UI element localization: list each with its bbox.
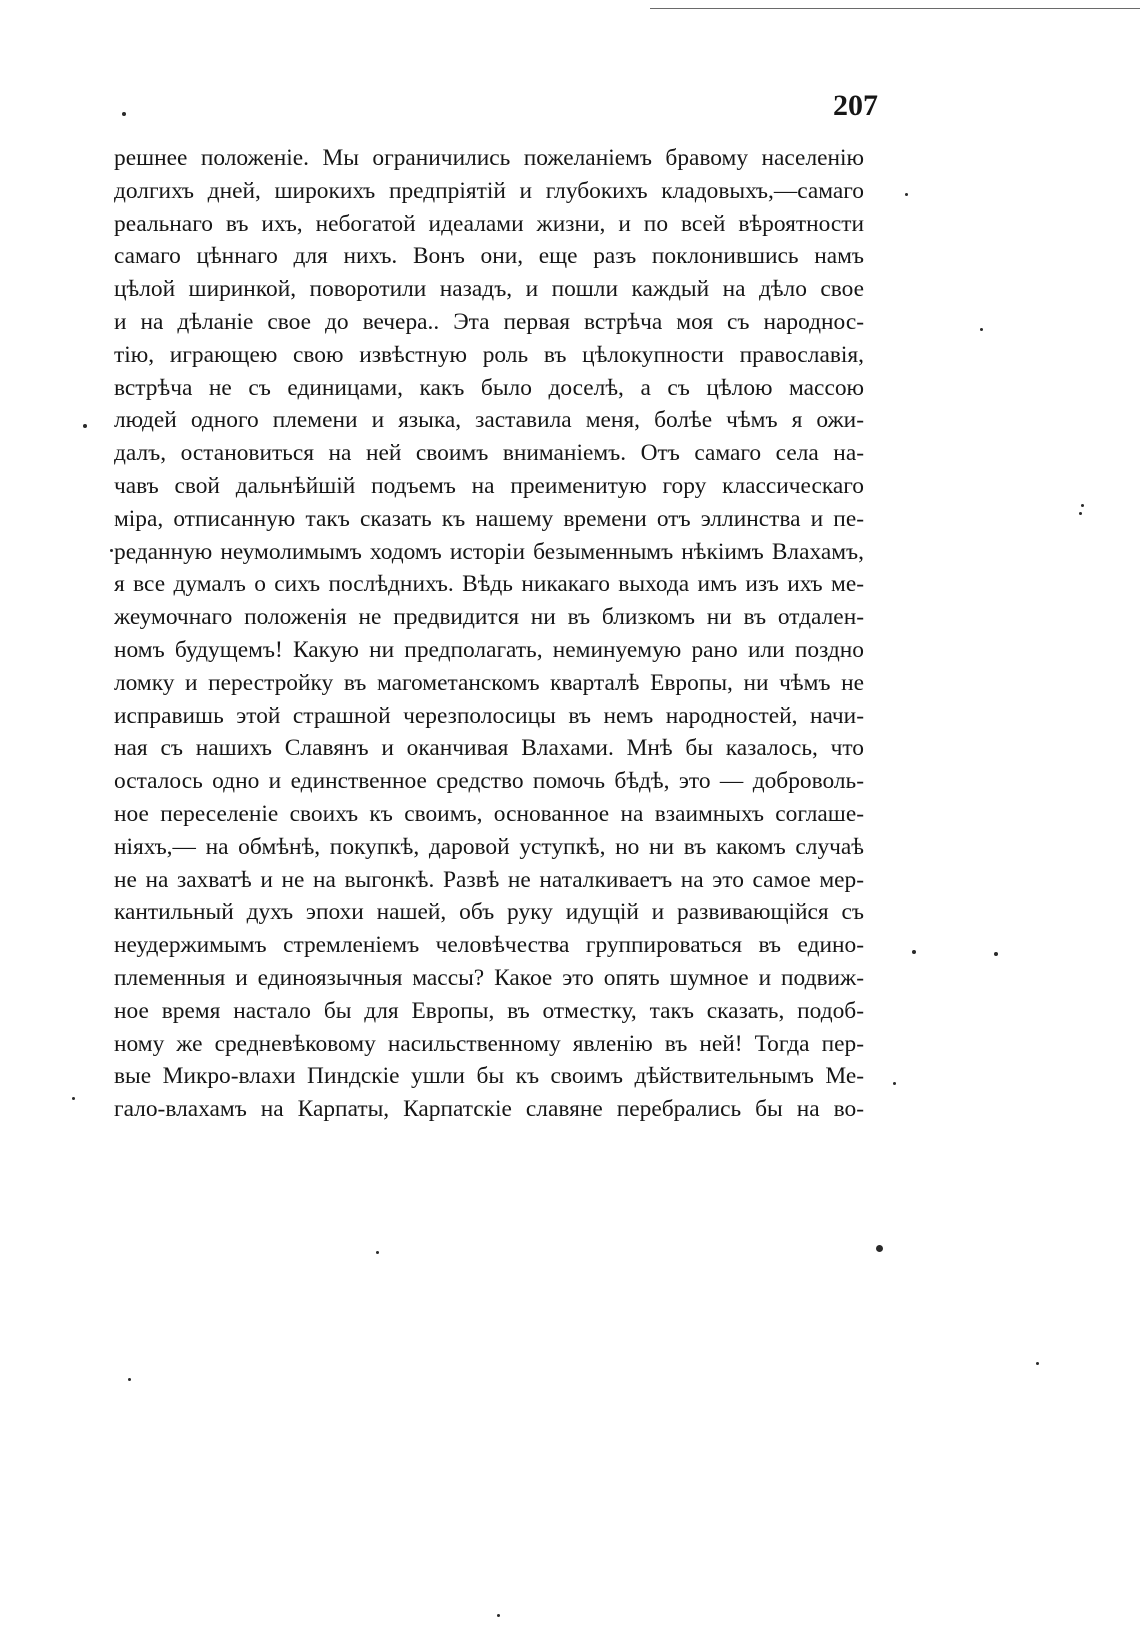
scan-speck xyxy=(905,193,908,196)
text-line: кантильный духъ эпохи нашей, объ руку идущiй и развивающiйся съ xyxy=(114,899,864,926)
text-line: племенныя и единоязычныя массы? Какое это опять шумное и подвиж- xyxy=(114,964,864,991)
scan-speck xyxy=(876,1245,883,1252)
page-number: 207 xyxy=(833,89,878,122)
text-line: неудержимымъ стремленiемъ человѣчества группироваться въ едино- xyxy=(114,932,864,959)
text-line: я все думалъ о сихъ послѣднихъ. Вѣдь никакаго выхода имъ изъ ихъ ме- xyxy=(114,571,864,598)
text-line: вые Микро-влахи Пиндскiе ушли бы къ своимъ дѣйствительнымъ Ме- xyxy=(114,1063,864,1090)
scan-speck xyxy=(912,950,916,954)
text-line: тiю, играющею свою извѣстную роль въ цѣлокупности православiя, xyxy=(114,341,864,368)
text-line: самаго цѣннаго для нихъ. Вонъ они, еще разъ поклонившись намъ xyxy=(114,243,864,270)
text-line: гало-влахамъ на Карпаты, Карпатскiе славяне перебрались бы на во- xyxy=(114,1096,864,1123)
top-border-rule xyxy=(650,8,1140,9)
scan-speck xyxy=(122,112,126,116)
scan-speck xyxy=(376,1251,379,1254)
text-line: ная съ нашихъ Славянъ и оканчивая Влахами. Мнѣ бы казалось, что xyxy=(114,735,864,762)
scan-speck xyxy=(83,424,87,428)
scan-speck xyxy=(1079,512,1082,515)
text-line: исправишь этой страшной черезполосицы въ немъ народностей, начи- xyxy=(114,702,864,729)
text-line: и на дѣланiе свое до вечера.. Эта первая встрѣча моя съ народнос- xyxy=(114,308,864,335)
text-line: ное переселенiе своихъ къ своимъ, основанное на взаимныхъ соглаше- xyxy=(114,800,864,827)
scan-speck xyxy=(72,1097,75,1100)
text-line: ное время настало бы для Европы, въ отместку, такъ сказать, подоб- xyxy=(114,997,864,1024)
text-line: решнее положенiе. Мы ограничились пожеланiемъ бравому населенiю xyxy=(114,145,864,171)
text-line: ному же средневѣковому насильственному явленiю въ ней! Тогда пер- xyxy=(114,1030,864,1057)
scan-speck xyxy=(893,1082,896,1085)
scan-speck xyxy=(1081,504,1084,507)
text-line: номъ будущемъ! Какую ни предполагать, неминуемую рано или поздно xyxy=(114,636,864,663)
text-line: реальнаго въ ихъ, небогатой идеалами жизни, и по всей вѣроятности xyxy=(114,210,864,237)
scan-speck xyxy=(128,1378,131,1381)
text-line: чавъ свой дальнѣйшiй подъемъ на преименитую гору классическаго xyxy=(114,472,864,499)
scan-speck xyxy=(980,328,983,331)
text-line: далъ, остановиться на ней своимъ вниманiемъ. Отъ самаго села на- xyxy=(114,440,864,467)
scan-speck xyxy=(1036,1362,1039,1365)
text-line: жеумочнаго положенiя не предвидится ни въ близкомъ ни въ отдален- xyxy=(114,604,864,631)
text-line: мiра, отписанную такъ сказать къ нашему времени отъ эллинства и пе- xyxy=(114,505,864,532)
body-text xyxy=(114,142,864,1126)
scan-speck xyxy=(994,952,998,956)
text-line: не на захватѣ и не на выгонкѣ. Развѣ не наталкиваетъ на это самое мер- xyxy=(114,866,864,893)
text-line: людей одного племени и языка, заставила меня, болѣе чѣмъ я ожи- xyxy=(114,407,864,434)
text-line: осталось одно и единственное средство помочь бѣдѣ, это — доброволь- xyxy=(114,768,864,795)
text-line: встрѣча не съ единицами, какъ было доселѣ, а съ цѣлою массою xyxy=(114,374,864,401)
text-line: цѣлой ширинкой, поворотили назадъ, и пошли каждый на дѣло свое xyxy=(114,276,864,303)
text-line: ломку и перестройку въ магометанскомъ кварталѣ Европы, ни чѣмъ не xyxy=(114,669,864,696)
text-line: нiяхъ,— на обмѣнѣ, покупкѣ, даровой уступкѣ, но ни въ какомъ случаѣ xyxy=(114,833,864,860)
scan-speck xyxy=(497,1614,500,1617)
scan-speck xyxy=(110,549,113,552)
text-line: реданную неумолимымъ ходомъ исторiи безыменнымъ нѣкiимъ Влахамъ, xyxy=(114,538,864,565)
text-line: долгихъ дней, широкихъ предпрiятiй и глубокихъ кладовыхъ,—самаго xyxy=(114,177,864,204)
